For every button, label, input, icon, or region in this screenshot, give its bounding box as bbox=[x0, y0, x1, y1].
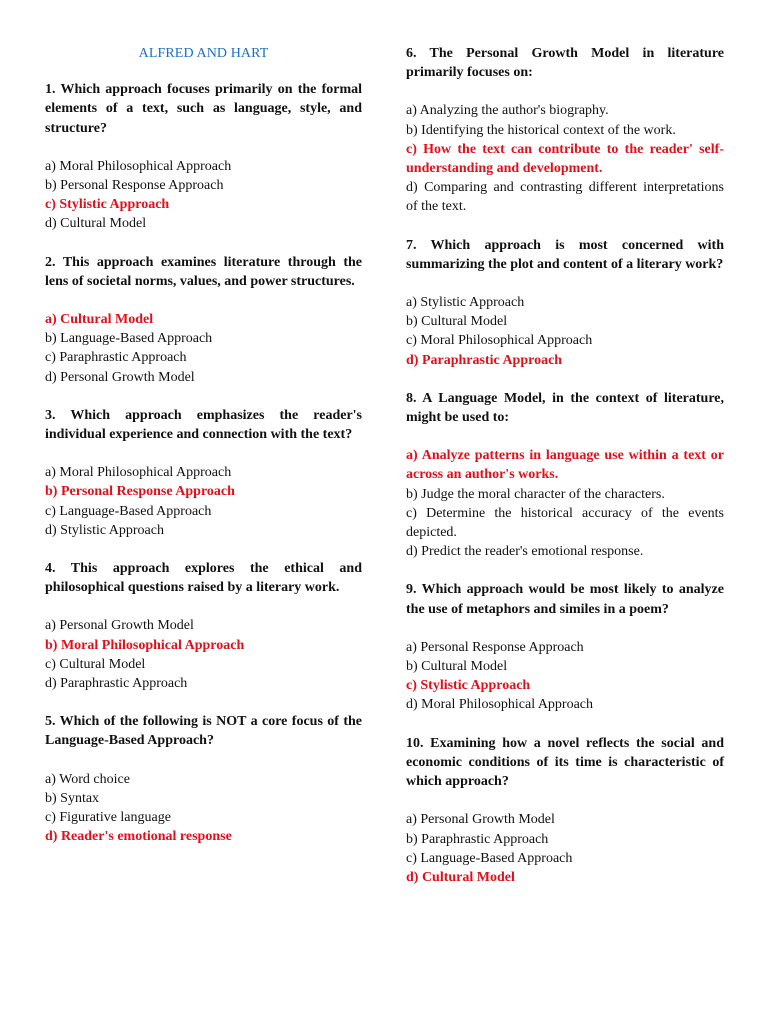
question-6 bbox=[406, 44, 724, 217]
option-b: b) Identifying the historical context of the work. bbox=[406, 122, 676, 138]
question-text: 2. This approach examines literature through the lens of societal norms, values, and power structures. bbox=[45, 254, 362, 289]
question-7 bbox=[406, 236, 724, 370]
option-c: c) Determine the historical accuracy of the events depicted. bbox=[406, 505, 724, 541]
option-c-correct: c) How the text can contribute to the reader' self-understanding and development. bbox=[406, 141, 724, 177]
right-column bbox=[406, 44, 724, 906]
option-b-correct: b) Personal Response Approach bbox=[45, 484, 235, 500]
option-b: b) Paraphrastic Approach bbox=[406, 831, 549, 847]
question-5 bbox=[45, 712, 362, 846]
option-a-correct: a) Cultural Model bbox=[45, 312, 154, 328]
question-text: 9. Which approach would be most likely to analyze the use of metaphors and similes in a poem? bbox=[406, 582, 724, 617]
question-text: 4. This approach explores the ethical and philosophical questions raised by a literary work. bbox=[45, 561, 362, 596]
document-title: ALFRED AND HART bbox=[138, 46, 269, 61]
option-c: c) Language-Based Approach bbox=[406, 850, 573, 866]
option-a: a) Analyzing the author's biography. bbox=[406, 103, 609, 119]
question-text: 3. Which approach emphasizes the reader's individual experience and connection with the text? bbox=[45, 407, 362, 443]
question-text: 7. Which approach is most concerned with summarizing the plot and content of a literary work? bbox=[406, 237, 724, 272]
option-a: a) Personal Growth Model bbox=[45, 618, 194, 634]
option-c-correct: c) Stylistic Approach bbox=[406, 678, 531, 694]
option-a: a) Personal Response Approach bbox=[406, 639, 584, 655]
option-b: b) Language-Based Approach bbox=[45, 331, 213, 347]
question-text: 6. The Personal Growth Model in literature primarily focuses on: bbox=[406, 46, 724, 81]
option-b: b) Judge the moral character of the characters. bbox=[406, 486, 665, 502]
option-c: c) Paraphrastic Approach bbox=[45, 350, 187, 366]
option-a: a) Stylistic Approach bbox=[406, 295, 525, 311]
question-text: 10. Examining how a novel reflects the social and economic conditions of its time is characteristic of which approach? bbox=[406, 735, 724, 790]
option-c: c) Figurative language bbox=[45, 810, 171, 826]
option-c-correct: c) Stylistic Approach bbox=[45, 197, 170, 213]
option-d-correct: d) Reader's emotional response bbox=[45, 829, 232, 845]
question-2 bbox=[45, 253, 362, 387]
question-text: 5. Which of the following is NOT a core focus of the Language-Based Approach? bbox=[45, 714, 362, 749]
option-d-correct: d) Cultural Model bbox=[406, 869, 515, 885]
option-a: a) Moral Philosophical Approach bbox=[45, 465, 232, 481]
option-d-correct: d) Paraphrastic Approach bbox=[406, 352, 563, 368]
option-b: b) Personal Response Approach bbox=[45, 178, 224, 194]
option-a: a) Word choice bbox=[45, 771, 130, 787]
option-d: d) Stylistic Approach bbox=[45, 522, 164, 538]
option-d: d) Predict the reader's emotional response. bbox=[406, 544, 644, 560]
question-4 bbox=[45, 559, 362, 693]
option-b: b) Syntax bbox=[45, 790, 100, 806]
option-b: b) Cultural Model bbox=[406, 314, 508, 330]
option-b-correct: b) Moral Philosophical Approach bbox=[45, 637, 245, 653]
question-text: 8. A Language Model, in the context of literature, might be used to: bbox=[406, 390, 724, 426]
option-b: b) Cultural Model bbox=[406, 659, 508, 675]
option-d: d) Paraphrastic Approach bbox=[45, 676, 188, 692]
option-d: d) Cultural Model bbox=[45, 216, 147, 232]
question-8 bbox=[406, 389, 724, 562]
option-c: c) Language-Based Approach bbox=[45, 503, 212, 519]
option-a: a) Personal Growth Model bbox=[406, 812, 555, 828]
option-c: c) Cultural Model bbox=[45, 656, 146, 672]
option-d: d) Personal Growth Model bbox=[45, 369, 195, 385]
question-9 bbox=[406, 580, 724, 714]
question-text: 1. Which approach focuses primarily on the formal elements of a text, such as language, style, and structure? bbox=[45, 82, 362, 136]
option-a: a) Moral Philosophical Approach bbox=[45, 158, 232, 174]
question-1 bbox=[45, 80, 362, 233]
left-column bbox=[45, 44, 362, 866]
option-d: d) Comparing and contrasting different interpretations of the text. bbox=[406, 180, 724, 215]
option-c: c) Moral Philosophical Approach bbox=[406, 333, 593, 349]
option-d: d) Moral Philosophical Approach bbox=[406, 697, 594, 713]
question-3 bbox=[45, 406, 362, 540]
question-10 bbox=[406, 734, 724, 887]
option-a-correct: a) Analyze patterns in language use within a text or across an author's works. bbox=[406, 448, 724, 483]
